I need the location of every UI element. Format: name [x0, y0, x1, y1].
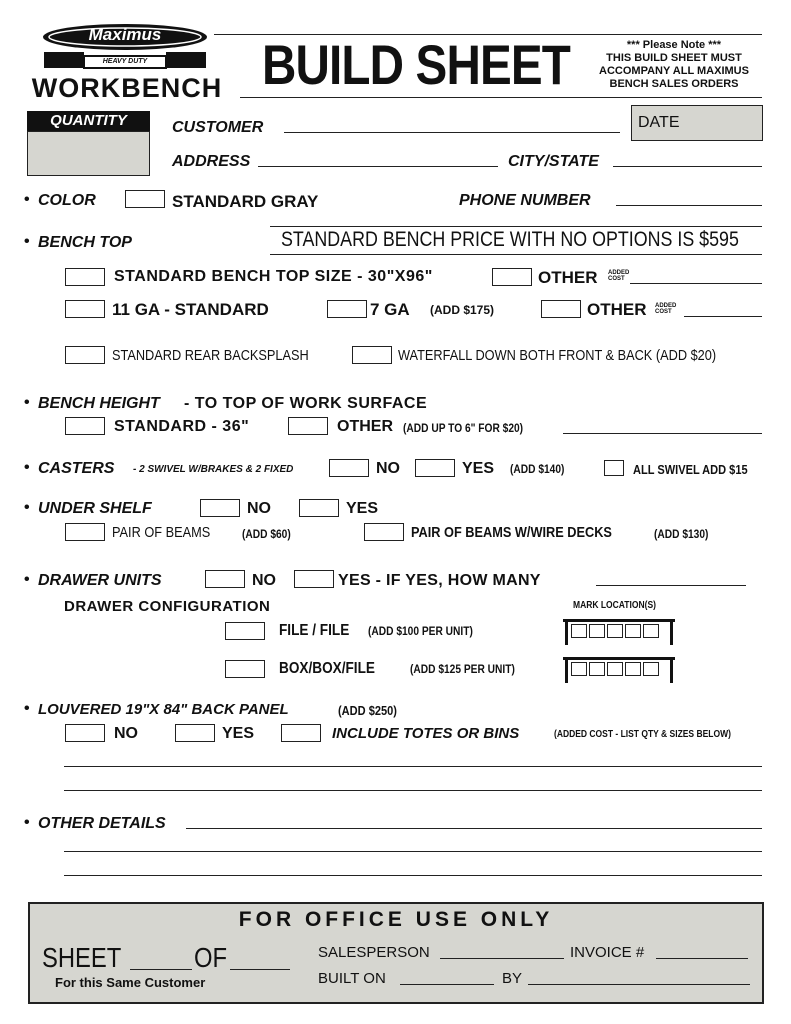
bullet-drawer-units: • — [24, 571, 30, 588]
color-label: COLOR — [38, 192, 96, 209]
drawer-no-checkbox[interactable] — [205, 570, 245, 588]
louvered-no-checkbox[interactable] — [65, 724, 105, 742]
ga7-checkbox[interactable] — [327, 300, 367, 318]
by-label: BY — [502, 970, 523, 987]
page-title: BUILD SHEET — [262, 33, 571, 96]
file-file-location-5[interactable] — [643, 624, 659, 638]
totes-checkbox[interactable] — [281, 724, 321, 742]
same-customer-label: For this Same Customer — [55, 975, 206, 990]
sheet-total-field[interactable] — [230, 969, 290, 970]
bullet-under-shelf: • — [24, 499, 30, 516]
totes-line-2[interactable] — [64, 790, 762, 791]
added-text: ADDED — [655, 303, 677, 309]
casters-no-checkbox[interactable] — [329, 459, 369, 477]
totes-note: (ADDED COST - LIST QTY & SIZES BELOW) — [554, 729, 731, 740]
of-label: OF — [194, 942, 228, 973]
size-other-checkbox[interactable] — [492, 268, 532, 286]
shelf-no-label: NO — [247, 500, 271, 517]
phone-field[interactable] — [616, 205, 762, 206]
louvered-cost: (ADD $250) — [338, 703, 397, 718]
waterfall-checkbox[interactable] — [352, 346, 392, 364]
size-standard-label: STANDARD BENCH TOP SIZE - 30"X96" — [114, 268, 433, 285]
drawer-units-label: DRAWER UNITS — [38, 572, 162, 589]
bench-height-suffix: - TO TOP OF WORK SURFACE — [184, 395, 428, 412]
note-line-1: THIS BUILD SHEET MUST — [606, 52, 742, 64]
price-note-rule-bottom — [270, 254, 762, 255]
bench-top-label: BENCH TOP — [38, 234, 132, 251]
totes-line-1[interactable] — [64, 766, 762, 767]
height-standard-label: STANDARD - 36" — [114, 418, 250, 435]
backsplash-label: STANDARD REAR BACKSPLASH — [112, 347, 309, 364]
file-file-location-2[interactable] — [589, 624, 605, 638]
waterfall-label: WATERFALL DOWN BOTH FRONT & BACK (ADD $20) — [398, 347, 717, 364]
built-on-label: BUILT ON — [318, 970, 386, 987]
size-other-added-cost — [608, 270, 629, 282]
box-box-file-cost: (ADD $125 PER UNIT) — [410, 662, 515, 676]
louvered-label: LOUVERED 19"X 84" BACK PANEL — [38, 701, 289, 718]
header-note — [584, 39, 764, 91]
ga7-label: 7 GA — [370, 300, 410, 319]
pair-beams-checkbox[interactable] — [65, 523, 105, 541]
casters-yes-label: YES — [462, 460, 495, 477]
bullet-louvered: • — [24, 700, 30, 717]
logo-tag: HEAVY DUTY — [102, 58, 148, 65]
file-file-location-bar — [563, 619, 675, 645]
logo-brand: Maximus — [88, 25, 162, 44]
salesperson-label: SALESPERSON — [318, 944, 430, 961]
ga7-cost: (ADD $175) — [430, 303, 495, 317]
invoice-label: INVOICE # — [570, 944, 645, 961]
note-line-2: ACCOMPANY ALL MAXIMUS — [599, 65, 749, 77]
file-file-location-4[interactable] — [625, 624, 641, 638]
file-file-location-1[interactable] — [571, 624, 587, 638]
header-rule-bottom — [240, 97, 762, 98]
bullet-casters: • — [24, 459, 30, 476]
other-details-line-2[interactable] — [64, 851, 762, 852]
customer-label: CUSTOMER — [172, 119, 264, 136]
cost-text: COST — [608, 276, 625, 282]
height-other-label: OTHER — [337, 418, 393, 435]
box-box-file-location-5[interactable] — [643, 662, 659, 676]
color-standard-label: STANDARD GRAY — [172, 192, 319, 211]
pair-wire-cost: (ADD $130) — [654, 527, 709, 541]
logo — [22, 22, 232, 102]
box-box-file-location-1[interactable] — [571, 662, 587, 676]
built-on-field[interactable] — [400, 984, 494, 985]
casters-yes-checkbox[interactable] — [415, 459, 455, 477]
casters-no-label: NO — [376, 460, 400, 477]
quantity-label: QUANTITY — [27, 111, 150, 131]
casters-swivel-checkbox[interactable] — [604, 460, 624, 476]
price-note: STANDARD BENCH PRICE WITH NO OPTIONS IS $595 — [281, 228, 739, 251]
price-note-rule-top — [270, 226, 762, 227]
box-box-file-location-2[interactable] — [589, 662, 605, 676]
size-other-label: OTHER — [538, 268, 598, 287]
ga-other-added-cost — [655, 303, 676, 315]
pair-wire-checkbox[interactable] — [364, 523, 404, 541]
address-label: ADDRESS — [172, 153, 251, 170]
casters-swivel-label: ALL SWIVEL ADD $15 — [633, 462, 748, 477]
bullet-bench-height: • — [24, 394, 30, 411]
louvered-yes-label: YES — [222, 725, 255, 742]
file-file-label: FILE / FILE — [279, 622, 350, 639]
invoice-field[interactable] — [656, 958, 748, 959]
under-shelf-label: UNDER SHELF — [38, 500, 152, 517]
shelf-yes-checkbox[interactable] — [299, 499, 339, 517]
drawer-yes-label: YES - IF YES, HOW MANY — [338, 572, 541, 589]
size-other-field[interactable] — [630, 283, 762, 284]
ga11-checkbox[interactable] — [65, 300, 105, 318]
box-box-file-label: BOX/BOX/FILE — [279, 660, 375, 677]
drawer-yes-checkbox[interactable] — [294, 570, 334, 588]
drawer-config-label: DRAWER CONFIGURATION — [64, 598, 271, 615]
file-file-cost: (ADD $100 PER UNIT) — [368, 624, 473, 638]
other-details-label: OTHER DETAILS — [38, 815, 166, 832]
drawer-how-many-field[interactable] — [596, 585, 746, 586]
totes-label: INCLUDE TOTES OR BINS — [332, 725, 520, 742]
other-details-line-1[interactable] — [186, 828, 762, 829]
height-other-cost: (ADD UP TO 6" FOR $20) — [403, 421, 524, 435]
ga-other-field[interactable] — [684, 316, 762, 317]
casters-label: CASTERS — [38, 460, 115, 477]
ga-other-checkbox[interactable] — [541, 300, 581, 318]
by-field[interactable] — [528, 984, 750, 985]
city-state-label: CITY/STATE — [508, 153, 599, 170]
address-field[interactable] — [258, 166, 498, 167]
louvered-no-label: NO — [114, 725, 138, 742]
bullet-other-details: • — [24, 814, 30, 831]
added-text: ADDED — [608, 270, 630, 276]
bench-height-label: BENCH HEIGHT — [38, 395, 160, 412]
cost-text: COST — [655, 309, 672, 315]
file-file-checkbox[interactable] — [225, 622, 265, 640]
bullet-color: • — [24, 191, 30, 208]
casters-yes-cost: (ADD $140) — [510, 462, 565, 476]
date-label: DATE — [638, 114, 680, 131]
logo-product: WORKBENCH — [31, 73, 223, 103]
box-box-file-location-bar — [563, 657, 675, 683]
ga-other-label: OTHER — [587, 300, 647, 319]
height-standard-checkbox[interactable] — [65, 417, 105, 435]
customer-field[interactable] — [284, 132, 620, 133]
pair-beams-label: PAIR OF BEAMS — [112, 524, 211, 541]
shelf-no-checkbox[interactable] — [200, 499, 240, 517]
sheet-number-field[interactable] — [130, 969, 192, 970]
color-standard-checkbox[interactable] — [125, 190, 165, 208]
pair-beams-cost: (ADD $60) — [242, 527, 291, 541]
file-file-location-3[interactable] — [607, 624, 623, 638]
office-title: FOR OFFICE USE ONLY — [238, 908, 554, 931]
box-box-file-location-4[interactable] — [625, 662, 641, 676]
bullet-bench-top: • — [24, 233, 30, 250]
height-other-checkbox[interactable] — [288, 417, 328, 435]
size-standard-checkbox[interactable] — [65, 268, 105, 286]
box-box-file-location-3[interactable] — [607, 662, 623, 676]
phone-label: PHONE NUMBER — [459, 192, 591, 209]
city-state-field[interactable] — [613, 166, 762, 167]
sheet-label: SHEET — [42, 942, 122, 973]
note-line-3: BENCH SALES ORDERS — [609, 78, 739, 90]
height-other-field[interactable] — [563, 433, 762, 434]
louvered-yes-checkbox[interactable] — [175, 724, 215, 742]
other-details-line-3[interactable] — [64, 875, 762, 876]
box-box-file-checkbox[interactable] — [225, 660, 265, 678]
salesperson-field[interactable] — [440, 958, 564, 959]
backsplash-checkbox[interactable] — [65, 346, 105, 364]
casters-desc: - 2 SWIVEL W/BRAKES & 2 FIXED — [133, 464, 294, 475]
drawer-no-label: NO — [252, 572, 276, 589]
shelf-yes-label: YES — [346, 500, 379, 517]
mark-location-label: MARK LOCATION(S) — [573, 600, 656, 611]
note-title: *** Please Note *** — [626, 39, 722, 51]
quantity-field[interactable] — [27, 131, 150, 176]
ga11-label: 11 GA - STANDARD — [112, 300, 269, 319]
pair-wire-label: PAIR OF BEAMS W/WIRE DECKS — [411, 524, 612, 541]
